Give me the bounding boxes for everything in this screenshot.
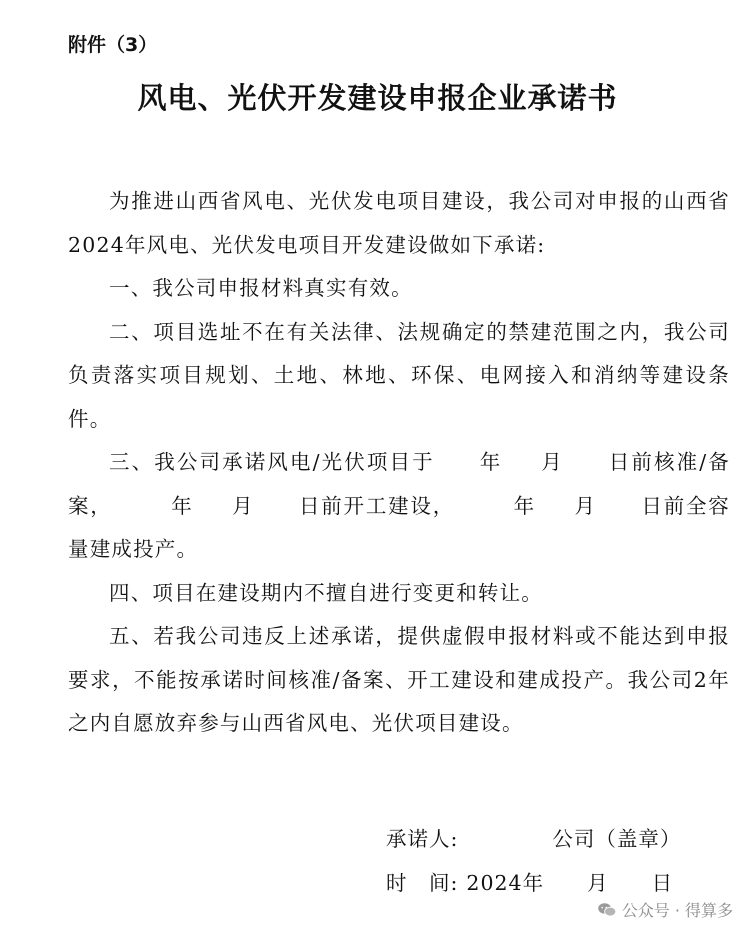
watermark-text: 公众号 · 得算多: [621, 901, 733, 920]
document-title: 风电、光伏开发建设申报企业承诺书: [137, 81, 618, 115]
sign-date: 2024年 月 日: [466, 871, 674, 895]
start-month: 月: [231, 493, 255, 518]
commitment-item-3: [68, 441, 730, 572]
commitment-item-1: 一、我公司申报材料真实有效。: [109, 276, 413, 300]
start-deadline: 日前开工建设，: [298, 493, 456, 518]
start-year: 年: [170, 493, 194, 518]
watermark: [597, 898, 733, 921]
commitment-item-4: 四、项目在建设期内不擅自进行变更和转让。: [109, 580, 543, 605]
document-body: [68, 180, 730, 746]
promisor-label: 承诺人:: [386, 827, 459, 851]
company-seal: 公司（盖章）: [552, 827, 682, 851]
completion-deadline: 日前全容量建成投产。: [68, 493, 730, 561]
intro-paragraph: 为推进山西省风电、光伏发电项目建设，我公司对申报的山西省2024年风电、光伏发电项目开发建设做如下承诺:: [68, 189, 730, 257]
promisor-line: [386, 822, 681, 852]
approval-deadline: 日前核准/备案，: [68, 450, 731, 518]
completion-month: 月: [573, 493, 597, 518]
wechat-icon: [597, 902, 617, 918]
commitment-item-2: 二、项目选址不在有关法律、法规确定的禁建范围之内，我公司负责落实项目规划、土地、林地、环保、电网接入和消纳等建设条件。: [68, 319, 730, 431]
commitment-item-5: 五、若我公司违反上述承诺，提供虚假申报材料或不能达到申报要求，不能按承诺时间核准/备案、开工建设和建成投产。我公司2年之内自愿放弃参与山西省风电、光伏项目建设。: [68, 624, 730, 735]
completion-year: 年: [513, 493, 536, 518]
item3-prefix: 三、我公司承诺风电/光伏项目于: [109, 450, 435, 474]
attachment-label: 附件（3）: [68, 34, 158, 56]
date-line: [386, 866, 673, 896]
approval-year: 年: [478, 450, 503, 474]
time-label: 时 间:: [386, 871, 459, 895]
approval-month: 月: [540, 450, 564, 474]
